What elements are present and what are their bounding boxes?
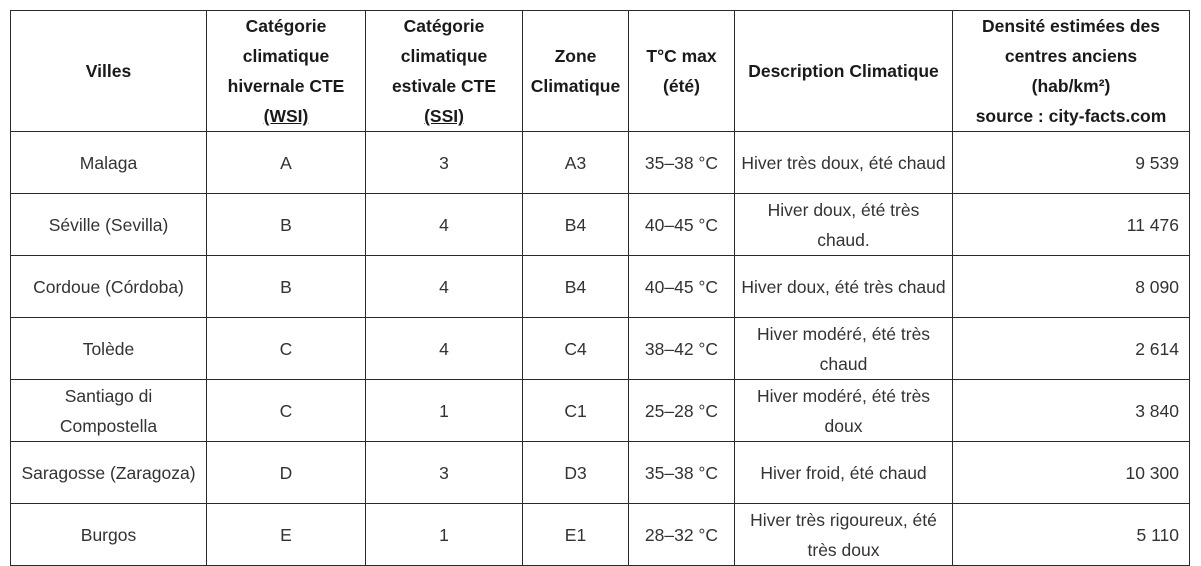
cell-hiver: B xyxy=(207,256,366,318)
table-row xyxy=(11,256,1190,318)
cell-ville: Tolède xyxy=(11,318,207,380)
cell-hiver: B xyxy=(207,194,366,256)
header-cat-hiver-label: Catégorie climatique hivernale CTE xyxy=(227,16,345,96)
cell-hiver: C xyxy=(207,318,366,380)
header-zone xyxy=(523,11,629,132)
cell-hiver: E xyxy=(207,504,366,566)
cell-ete: 4 xyxy=(366,256,523,318)
header-row xyxy=(11,11,1190,132)
cell-description: Hiver doux, été très chaud. xyxy=(735,194,953,256)
cell-densite: 2 614 xyxy=(953,318,1190,380)
header-densite xyxy=(953,11,1190,132)
cell-densite: 10 300 xyxy=(953,442,1190,504)
header-tmax-label: T°C max (été) xyxy=(646,46,717,96)
header-zone-label: Zone Climatique xyxy=(530,46,621,96)
cell-densite: 3 840 xyxy=(953,380,1190,442)
cell-hiver: C xyxy=(207,380,366,442)
cell-densite: 5 110 xyxy=(953,504,1190,566)
table-row xyxy=(11,380,1190,442)
cell-ete: 4 xyxy=(366,194,523,256)
cell-zone: B4 xyxy=(523,194,629,256)
header-tmax xyxy=(629,11,735,132)
climate-table xyxy=(10,10,1190,566)
header-cat-hiver xyxy=(207,11,366,132)
cell-hiver: A xyxy=(207,132,366,194)
header-description-label: Description Climatique xyxy=(748,61,939,81)
cell-ete: 1 xyxy=(366,380,523,442)
cell-zone: C4 xyxy=(523,318,629,380)
cell-zone: A3 xyxy=(523,132,629,194)
cell-ville: Séville (Sevilla) xyxy=(11,194,207,256)
cell-description: Hiver très doux, été chaud xyxy=(735,132,953,194)
cell-zone: B4 xyxy=(523,256,629,318)
table-row xyxy=(11,504,1190,566)
cell-ville: Burgos xyxy=(11,504,207,566)
header-densite-label: Densité estimées des centres anciens xyxy=(981,16,1160,66)
cell-tmax: 35–38 °C xyxy=(629,442,735,504)
cell-description: Hiver doux, été très chaud xyxy=(735,256,953,318)
cell-zone: D3 xyxy=(523,442,629,504)
cell-tmax: 40–45 °C xyxy=(629,256,735,318)
header-description xyxy=(735,11,953,132)
cell-densite: 9 539 xyxy=(953,132,1190,194)
table-row xyxy=(11,442,1190,504)
cell-description: Hiver modéré, été très doux xyxy=(735,380,953,442)
cell-ete: 3 xyxy=(366,442,523,504)
table-row xyxy=(11,194,1190,256)
header-cat-ete xyxy=(366,11,523,132)
header-cat-ete-code: (SSI) xyxy=(424,106,464,126)
cell-ville: Cordoue (Córdoba) xyxy=(11,256,207,318)
table-row xyxy=(11,318,1190,380)
cell-zone: C1 xyxy=(523,380,629,442)
cell-tmax: 38–42 °C xyxy=(629,318,735,380)
cell-ville: Saragosse (Zaragoza) xyxy=(11,442,207,504)
cell-description: Hiver modéré, été très chaud xyxy=(735,318,953,380)
cell-hiver: D xyxy=(207,442,366,504)
cell-ville: Santiago di Compostella xyxy=(11,380,207,442)
header-villes xyxy=(11,11,207,132)
header-densite-unit: (hab/km²) xyxy=(1031,76,1111,96)
cell-ete: 3 xyxy=(366,132,523,194)
cell-ete: 4 xyxy=(366,318,523,380)
cell-tmax: 40–45 °C xyxy=(629,194,735,256)
cell-densite: 11 476 xyxy=(953,194,1190,256)
cell-zone: E1 xyxy=(523,504,629,566)
cell-ville: Malaga xyxy=(11,132,207,194)
cell-description: Hiver très rigoureux, été très doux xyxy=(735,504,953,566)
cell-tmax: 35–38 °C xyxy=(629,132,735,194)
cell-ete: 1 xyxy=(366,504,523,566)
cell-tmax: 28–32 °C xyxy=(629,504,735,566)
cell-description: Hiver froid, été chaud xyxy=(735,442,953,504)
header-cat-hiver-code: (WSI) xyxy=(263,106,309,126)
cell-tmax: 25–28 °C xyxy=(629,380,735,442)
header-cat-ete-label: Catégorie climatique estivale CTE xyxy=(391,16,497,96)
header-densite-source: source : city-facts.com xyxy=(975,106,1167,126)
table-row xyxy=(11,132,1190,194)
cell-densite: 8 090 xyxy=(953,256,1190,318)
header-villes-label: Villes xyxy=(85,61,132,81)
